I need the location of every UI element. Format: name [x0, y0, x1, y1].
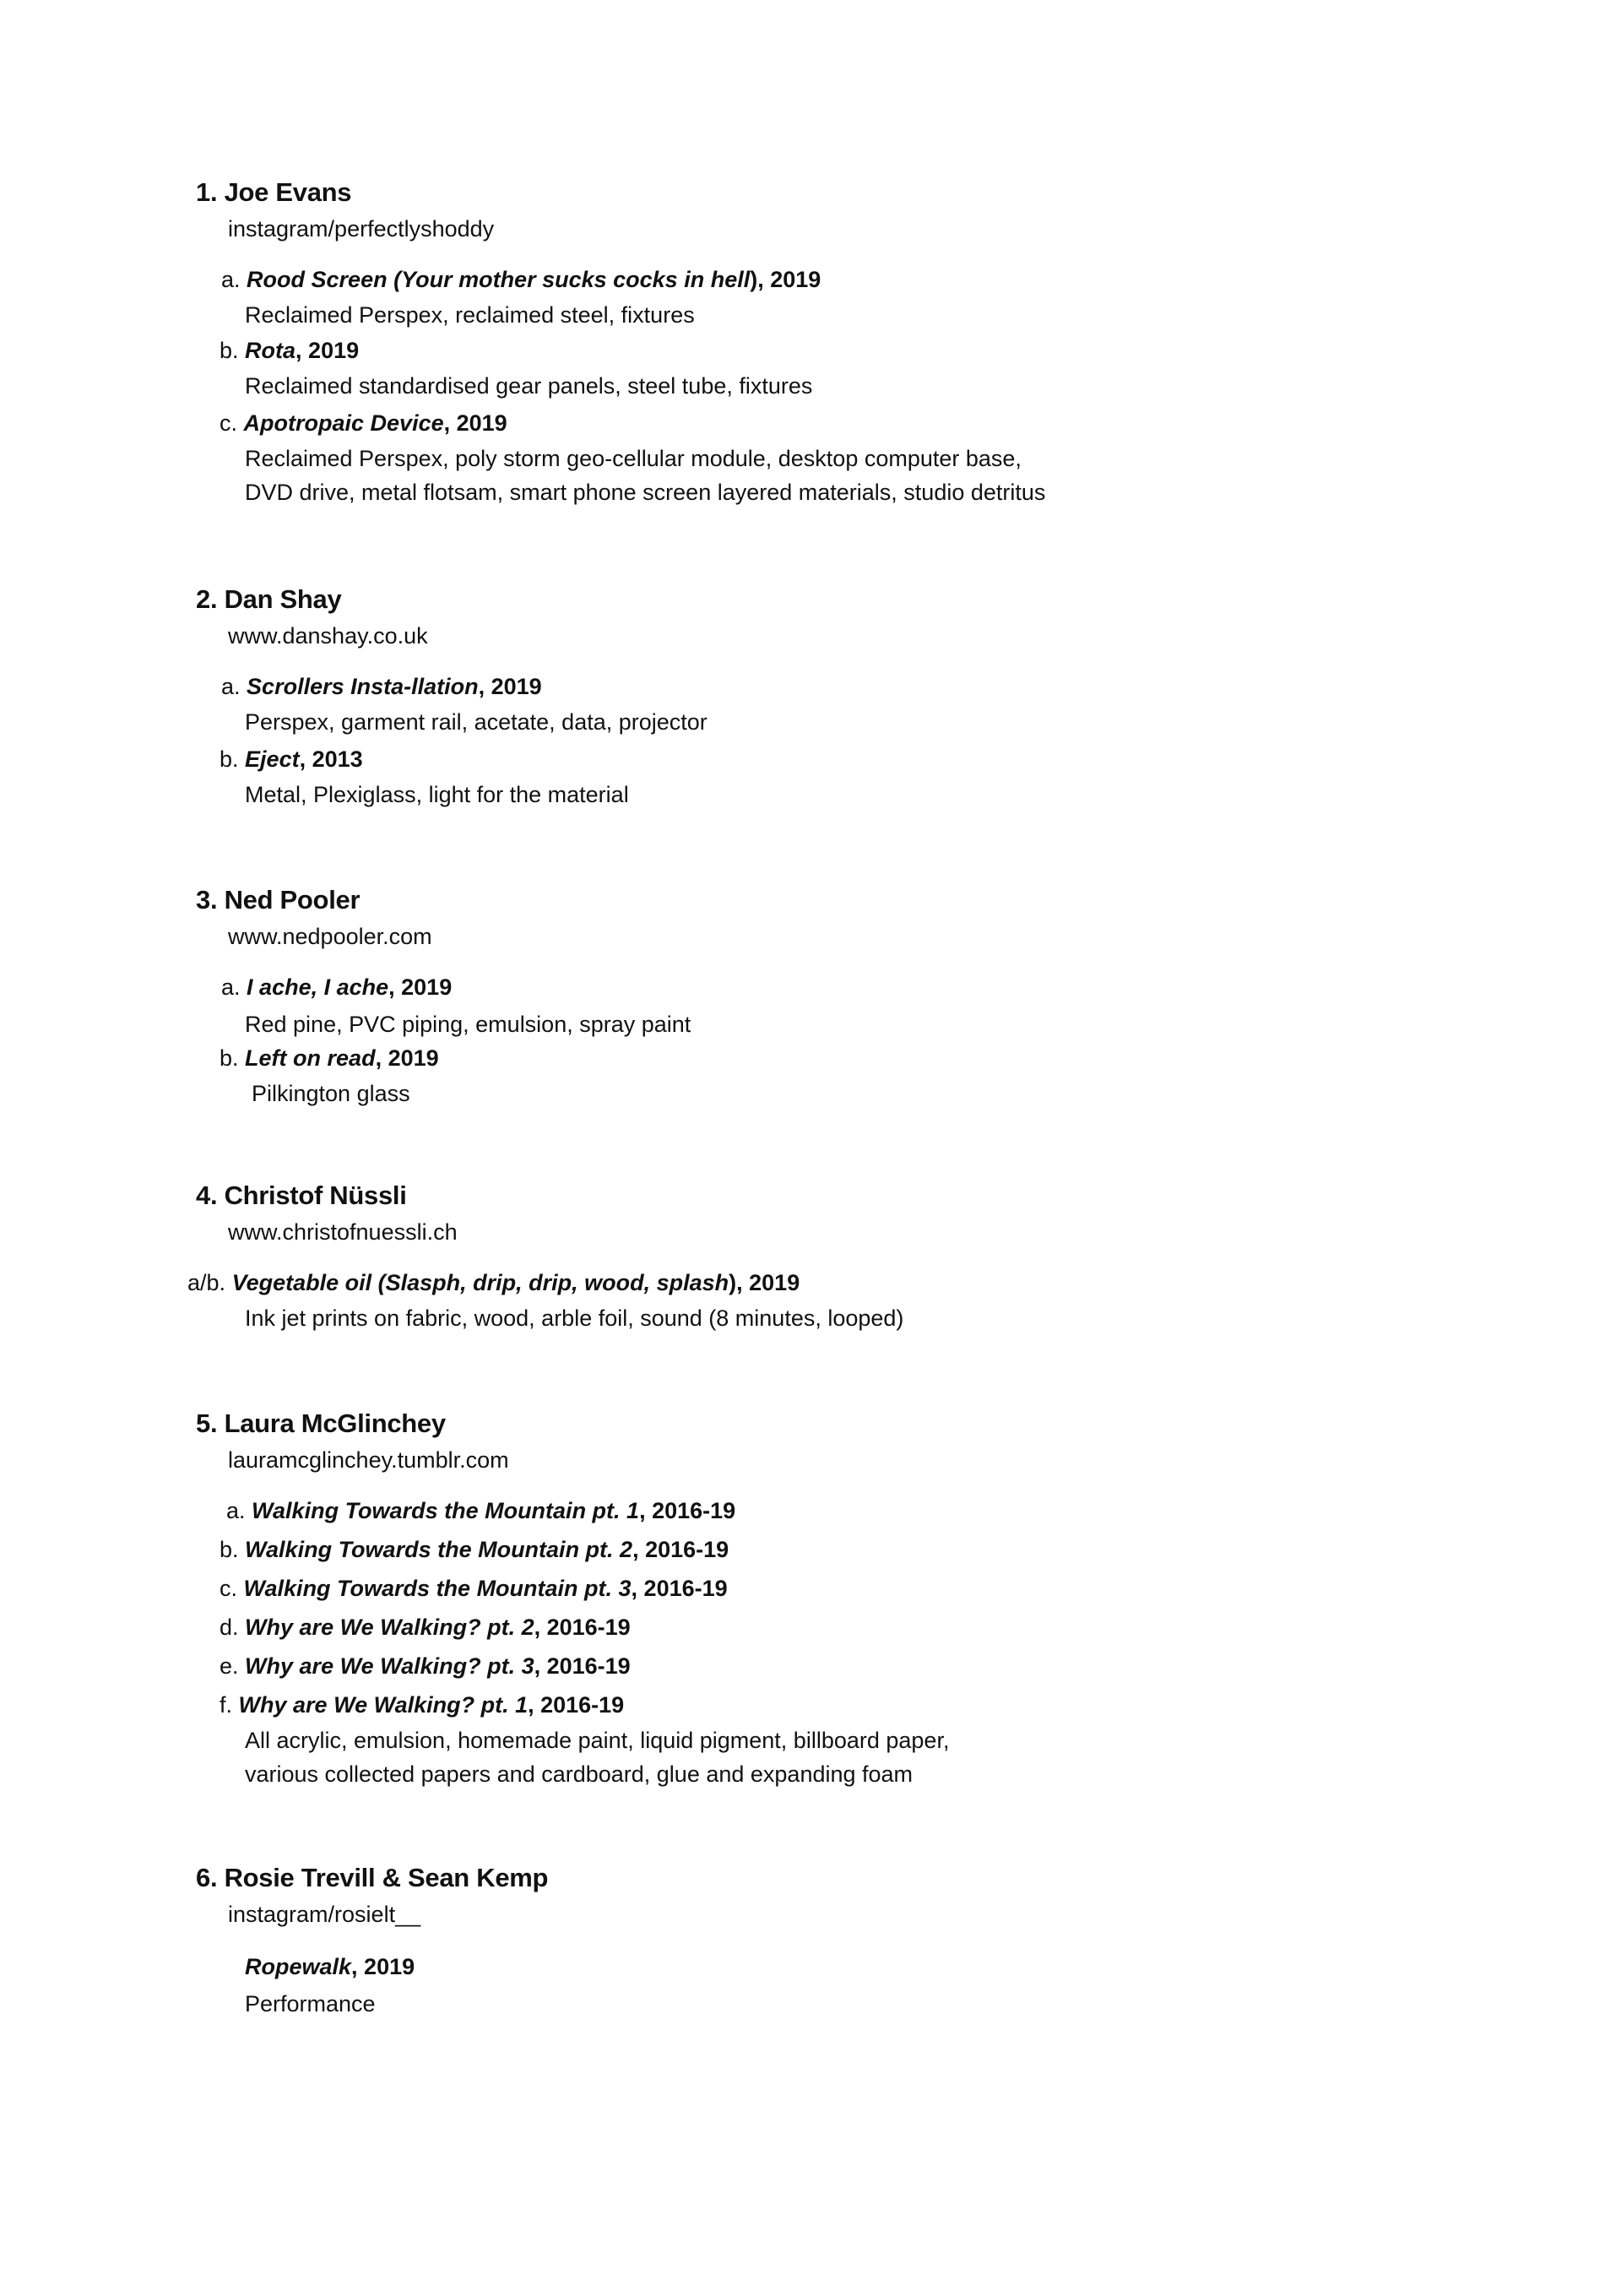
work-year: , 2016-19: [534, 1653, 631, 1679]
work-title: [220, 1576, 728, 1602]
work-name: Vegetable oil (Slasph, drip, drip, wood, splash: [231, 1270, 729, 1295]
work-year: , 2019: [443, 410, 507, 436]
work-materials: All acrylic, emulsion, homemade paint, liquid pigment, billboard paper,: [245, 1728, 950, 1753]
work-title: [221, 267, 821, 293]
work-materials: Metal, Plexiglass, light for the material: [245, 782, 629, 807]
work-title: [220, 1615, 631, 1641]
work-letter: a.: [221, 267, 241, 292]
work-letter: b.: [220, 1537, 239, 1562]
work-title: [221, 674, 542, 700]
work-year: , 2013: [299, 746, 363, 772]
artist-url: www.danshay.co.uk: [228, 623, 428, 649]
work-title: [220, 1045, 439, 1072]
artist-url: www.nedpooler.com: [228, 924, 432, 949]
work-name: Rood Screen (Your mother sucks cocks in hell: [247, 267, 751, 292]
work-year: , 2016-19: [639, 1498, 736, 1523]
work-name: Walking Towards the Mountain pt. 1: [252, 1498, 640, 1523]
work-title: [187, 1270, 800, 1296]
work-year: , 2019: [351, 1954, 415, 1979]
work-year: ), 2019: [729, 1270, 800, 1295]
work-letter: f.: [220, 1692, 233, 1718]
work-name: Why are We Walking? pt. 1: [238, 1692, 529, 1718]
work-letter: e.: [220, 1653, 239, 1679]
work-letter: b.: [220, 338, 239, 363]
work-title: [245, 1954, 415, 1980]
artist-heading: 3. Ned Pooler: [196, 885, 361, 915]
artist-heading: 4. Christof Nüssli: [196, 1181, 407, 1210]
work-year: , 2016-19: [632, 1537, 729, 1562]
work-materials: Red pine, PVC piping, emulsion, spray paint: [245, 1012, 691, 1037]
artist-heading: 6. Rosie Trevill & Sean Kemp: [196, 1863, 549, 1892]
work-name: Left on read: [245, 1045, 376, 1071]
work-letter: b.: [220, 746, 239, 772]
work-name: Rota: [245, 338, 296, 363]
work-materials: various collected papers and cardboard, glue and expanding foam: [245, 1761, 914, 1787]
work-year: , 2016-19: [534, 1615, 631, 1640]
work-name: I ache, I ache: [247, 974, 389, 1000]
work-title: [220, 1537, 729, 1563]
work-title: [220, 410, 507, 437]
work-materials: Ink jet prints on fabric, wood, arble foil, sound (8 minutes, looped): [245, 1305, 904, 1331]
work-letter: a.: [226, 1498, 246, 1523]
work-name: Apotropaic Device: [243, 410, 444, 436]
work-year: , 2019: [375, 1045, 439, 1071]
artist-url: www.christofnuessli.ch: [228, 1219, 458, 1245]
work-materials: Reclaimed Perspex, reclaimed steel, fixtures: [245, 302, 695, 328]
work-year: , 2019: [388, 974, 453, 1000]
work-letter: d.: [220, 1615, 239, 1640]
work-materials: DVD drive, metal flotsam, smart phone screen layered materials, studio detritus: [245, 480, 1046, 505]
work-materials: Pilkington glass: [252, 1081, 410, 1106]
work-name: Walking Towards the Mountain pt. 3: [243, 1576, 632, 1601]
work-materials: Reclaimed Perspex, poly storm geo-cellular module, desktop computer base,: [245, 446, 1022, 471]
work-materials: Performance: [245, 1991, 376, 2016]
artist-heading: 1. Joe Evans: [196, 177, 352, 207]
work-name: Scrollers Insta-llation: [247, 674, 479, 699]
work-letter: a.: [221, 974, 241, 1000]
work-title: [220, 1653, 631, 1680]
artist-url: instagram/rosielt__: [228, 1902, 421, 1927]
work-year: , 2016-19: [631, 1576, 728, 1601]
work-materials: Reclaimed standardised gear panels, steel tube, fixtures: [245, 373, 813, 399]
work-title: [220, 338, 359, 364]
work-year: , 2019: [295, 338, 360, 363]
work-letter: c.: [220, 1576, 238, 1601]
work-letter: b.: [220, 1045, 239, 1071]
work-name: Walking Towards the Mountain pt. 2: [245, 1537, 633, 1562]
work-title: [220, 746, 363, 773]
work-title: [220, 1692, 624, 1718]
work-name: Why are We Walking? pt. 3: [245, 1653, 534, 1679]
work-year: ), 2019: [750, 267, 821, 292]
work-letter: a.: [221, 674, 241, 699]
artist-heading: 2. Dan Shay: [196, 584, 342, 614]
work-year: , 2016-19: [528, 1692, 625, 1718]
work-title: [221, 974, 452, 1001]
work-name: Eject: [245, 746, 300, 772]
artist-url: lauramcglinchey.tumblr.com: [228, 1447, 509, 1473]
work-year: , 2019: [478, 674, 542, 699]
work-letter: c.: [220, 410, 238, 436]
work-name: Why are We Walking? pt. 2: [245, 1615, 534, 1640]
work-name: Ropewalk: [245, 1954, 352, 1979]
work-materials: Perspex, garment rail, acetate, data, projector: [245, 709, 707, 735]
work-title: [226, 1498, 735, 1524]
work-letter: a/b.: [187, 1270, 226, 1295]
artist-url: instagram/perfectlyshoddy: [228, 216, 495, 242]
artist-heading: 5. Laura McGlinchey: [196, 1409, 446, 1438]
